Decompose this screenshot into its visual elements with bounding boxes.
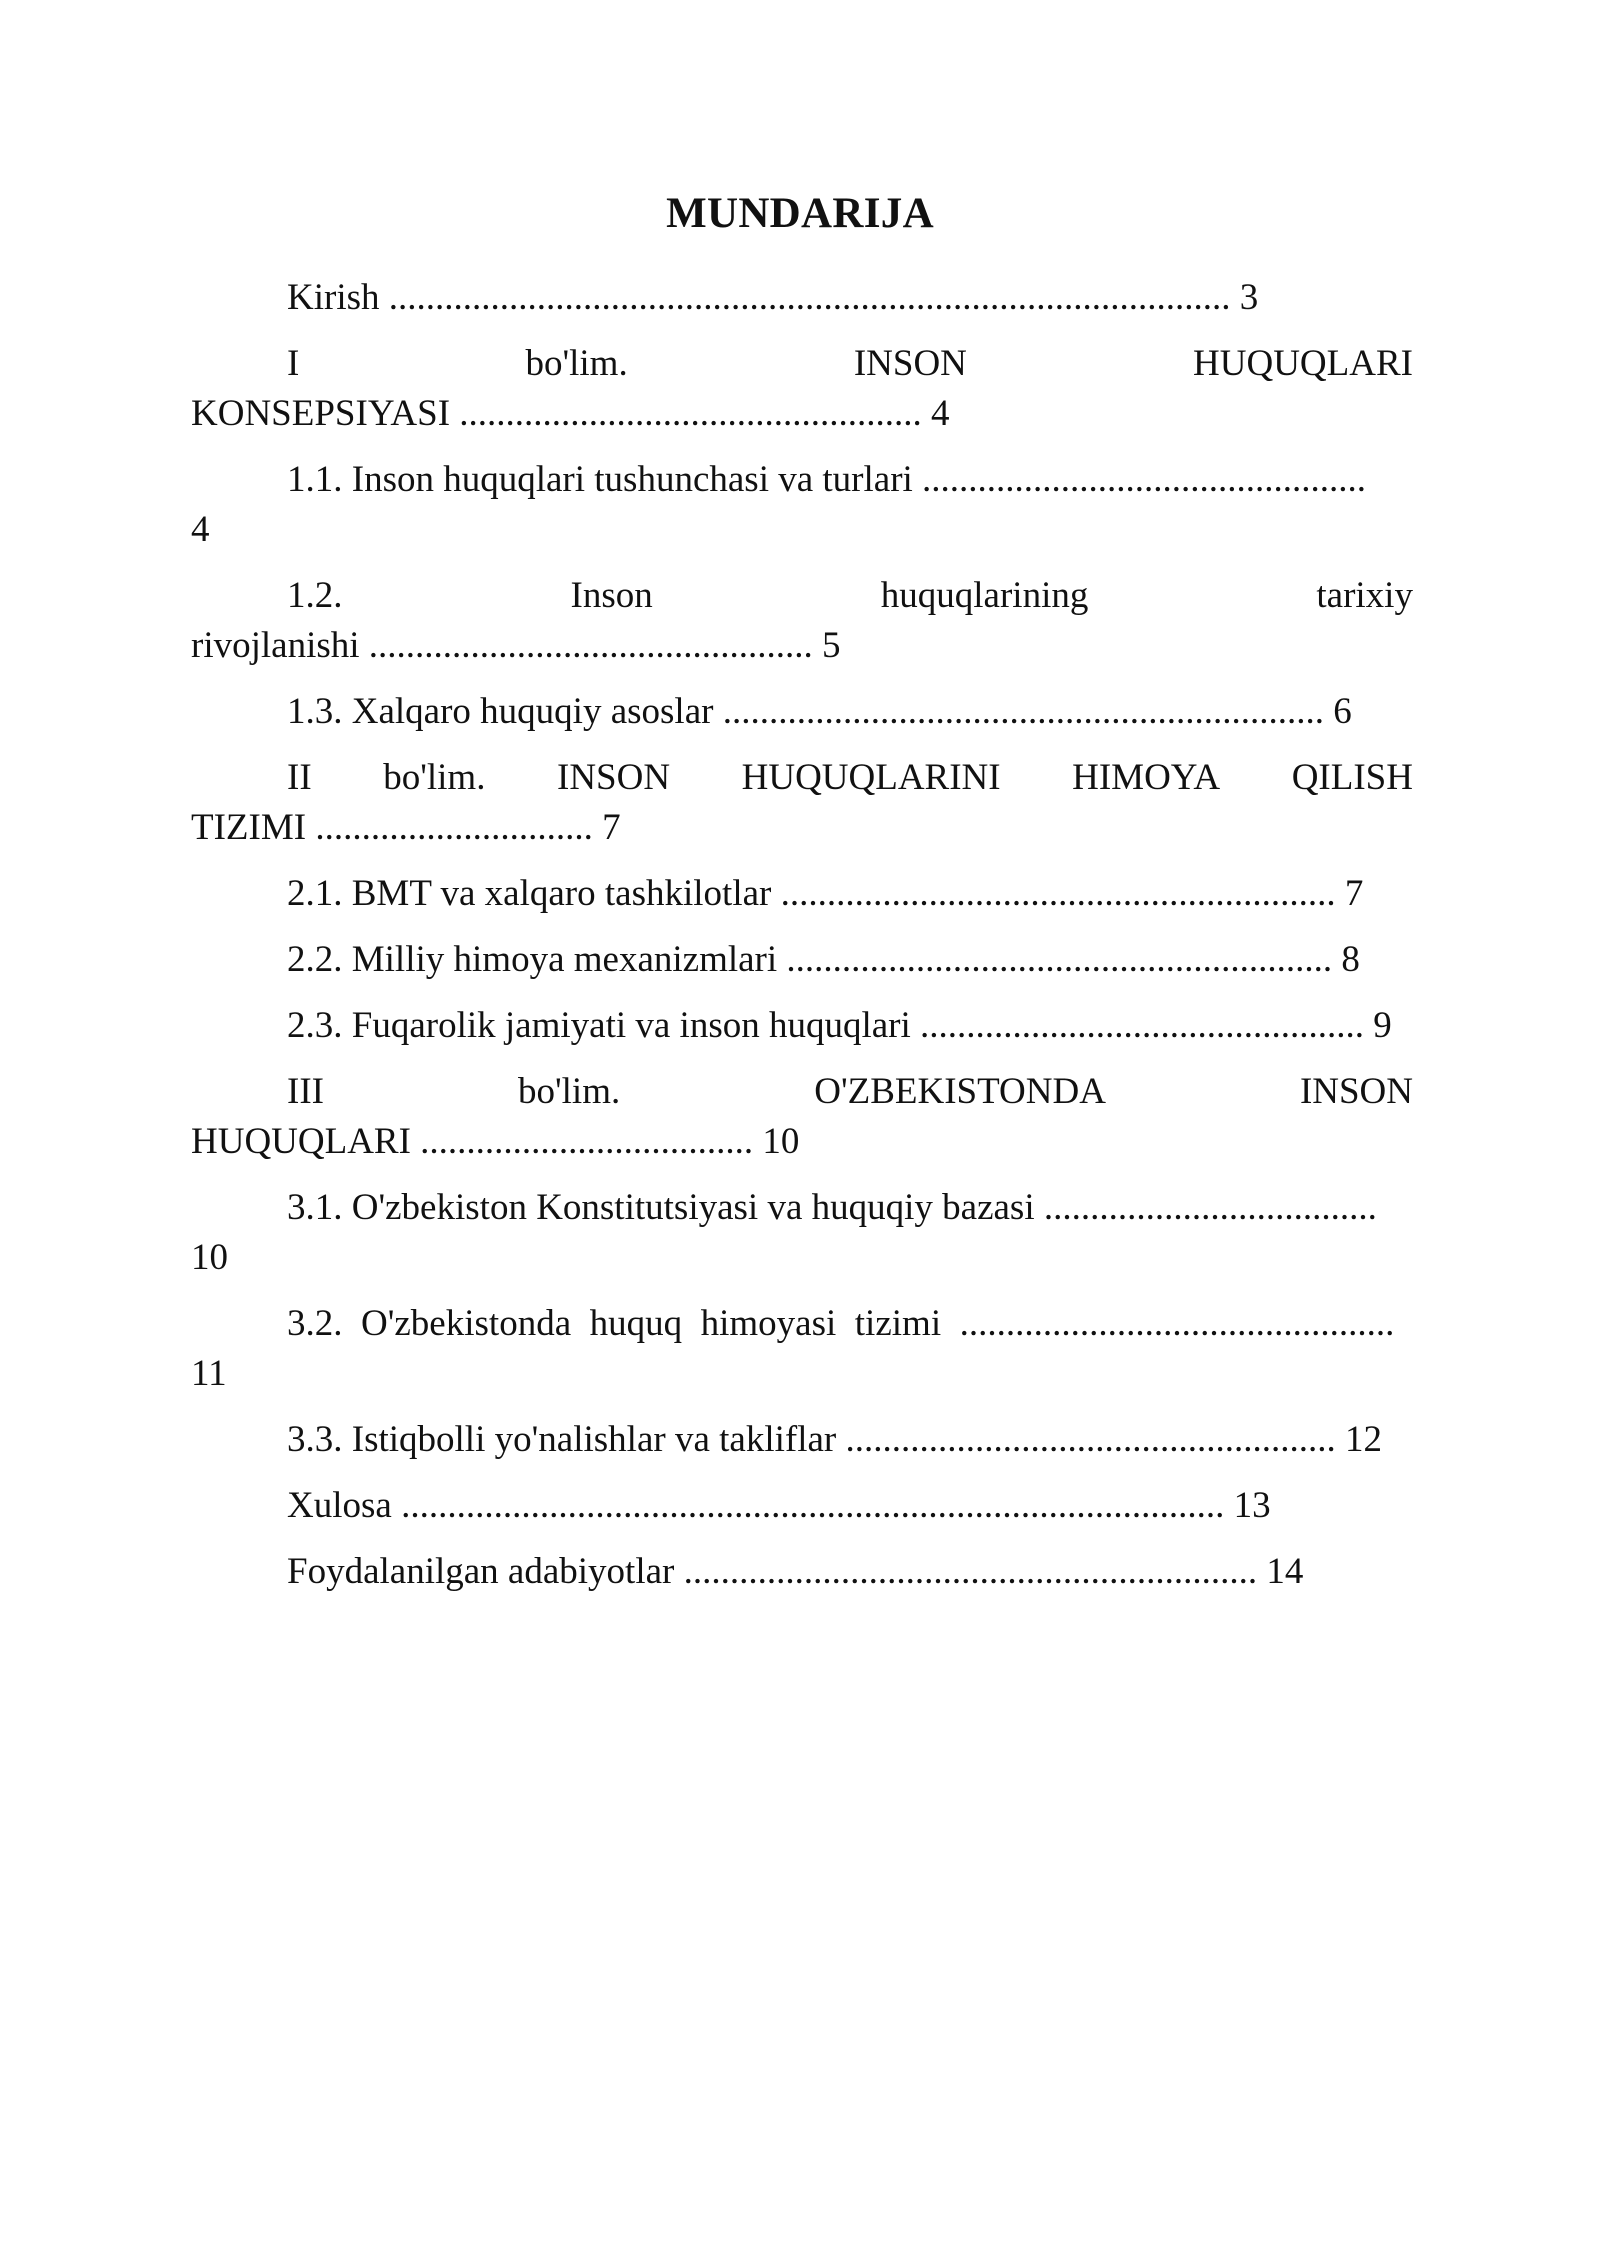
toc-entry-adabiyotlar: Foydalanilgan adabiyotlar .............................................................. 14 [287,1551,1304,1592]
toc-word: HIMOYA [1072,757,1221,798]
toc-word: tarixiy [1316,575,1413,616]
toc-word: huquqlarining [880,575,1089,616]
toc-entry-kirish: Kirish ........................................................................................... 3 [287,277,1259,318]
toc-entry-xulosa: Xulosa ......................................................................................... 13 [287,1485,1271,1526]
toc-word: III [287,1071,324,1112]
toc-word: Inson [570,575,653,616]
toc-entry-1-1: 1.1. Inson huquqlari tushunchasi va turlari ................................................ [287,459,1367,500]
toc-word: bo'lim. [383,757,486,798]
toc-entry-3-1: 3.1. O'zbekiston Konstitutsiyasi va huquqiy bazasi .................................... [287,1187,1377,1228]
toc-word: INSON [557,757,671,798]
toc-entry-2-3: 2.3. Fuqarolik jamiyati va inson huquqlari ................................................ 9 [287,1005,1392,1046]
toc-word: 1.2. [287,575,343,616]
toc-entry-section-3-continuation: HUQUQLARI .................................... 10 [191,1121,800,1162]
toc-entry-3-2: 3.2. O'zbekistonda huquq himoyasi tizimi ............................................... [287,1303,1395,1344]
toc-entry-1-2-continuation: rivojlanishi ................................................ 5 [191,625,841,666]
toc-word: II [287,757,312,798]
toc-entry-section-2 [287,753,1413,803]
toc-word: INSON [1299,1071,1413,1112]
toc-entry-1-3: 1.3. Xalqaro huquqiy asoslar ................................................................. 6 [287,691,1352,732]
toc-entry-section-1 [287,339,1413,389]
toc-word: INSON [853,343,967,384]
toc-word: QILISH [1291,757,1413,798]
toc-entry-1-2 [287,571,1413,621]
toc-word: I [287,343,300,384]
toc-entry-3-1-page: 10 [191,1237,228,1278]
toc-word: bo'lim. [525,343,628,384]
toc-entry-2-1: 2.1. BMT va xalqaro tashkilotlar ............................................................ 7 [287,873,1364,914]
toc-word: O'ZBEKISTONDA [814,1071,1106,1112]
toc-entry-section-3 [287,1067,1413,1117]
toc-entry-section-1-continuation: KONSEPSIYASI .................................................. 4 [191,393,950,434]
toc-entry-2-2: 2.2. Milliy himoya mexanizmlari ........................................................... 8 [287,939,1360,980]
toc-title: MUNDARIJA [666,190,934,237]
toc-entry-3-2-page: 11 [191,1353,227,1394]
toc-entry-1-1-page: 4 [191,509,210,550]
toc-entry-section-2-continuation: TIZIMI .............................. 7 [191,807,621,848]
toc-entry-3-3: 3.3. Istiqbolli yo'nalishlar va takliflar ..................................................... 12 [287,1419,1382,1460]
toc-word: HUQUQLARINI [741,757,1001,798]
toc-word: HUQUQLARI [1193,343,1413,384]
toc-word: bo'lim. [517,1071,621,1112]
